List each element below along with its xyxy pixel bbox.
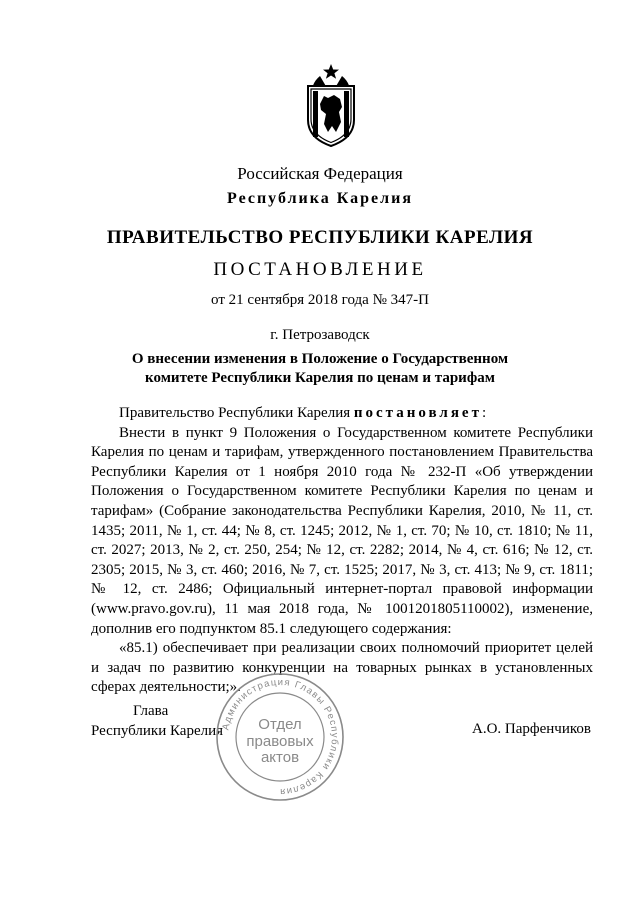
document-type: ПОСТАНОВЛЕНИЕ: [213, 259, 427, 280]
stamp-outer-text: Администрация Главы Республики Карелия: [220, 676, 341, 798]
signatory-title-line-1: Глава: [133, 703, 169, 719]
signatory-name: А.О. Парфенчиков: [472, 721, 591, 737]
city-name: г. Петрозаводск: [270, 327, 370, 343]
signatory-title-line-2: Республики Карелия: [91, 722, 224, 739]
stamp-line-1: Отдел: [258, 716, 302, 733]
government-title: ПРАВИТЕЛЬСТВО РЕСПУБЛИКИ КАРЕЛИЯ: [106, 227, 534, 248]
paragraph-2: «85.1) обеспечивает при реализации своих полномочий приоритет целей и задач по развитию конкуренции на товарных рынках в установленных сферах деятельности;».: [91, 640, 593, 696]
decree-subject: [0, 350, 640, 388]
intro-colon: :: [481, 405, 487, 421]
paragraph-1: Внести в пункт 9 Положения о Государственном комитете Республики Карелия по ценам и тарифам, утвержденного постановлением Правительства Республики Карелия от 1 ноября 2010 года № 232-П «Об утверждении Положения о Государственном комитете Республики Карелия по ценам и тарифам» (Собрание законодательства Республики Карелия, 2010, № 11, ст. 1435; 2011, № 1, ст. 44; № 8, ст. 1245; 2012, № 1, ст. 70; № 10, ст. 1810; № 11, ст. 2027; 2013, № 2, ст. 250, 254; № 12, ст. 2282; 2014, № 4, ст. 616; № 12, ст. 2305; 2015, № 3, ст. 460; 2016, № 7, ст. 1525; 2017, № 3, ст. 413; № 9, ст. 1811; № 12, ст. 2486; Официальный интернет-портал правовой информации (www.pravo.gov.ru), 11 мая 2018 года, № 1001201805110002), изменение, дополнив его подпунктом 85.1 следующего содержания:: [91, 424, 593, 637]
decree-body: [91, 404, 593, 698]
karelia-coat-of-arms-icon: [300, 62, 362, 148]
subject-line-2: комитете Республики Карелия по ценам и тарифам: [145, 370, 495, 386]
decree-date-number: от 21 сентября 2018 года № 347-П: [211, 292, 429, 308]
country-name: Российская Федерация: [237, 164, 403, 183]
stamp-line-3: актов: [260, 749, 300, 766]
republic-name: Республика Карелия: [227, 190, 413, 207]
intro-verb: постановляет: [353, 405, 482, 421]
signatory-title: [91, 702, 223, 741]
stamp-line-2: правовых: [246, 733, 314, 750]
intro-text: Правительство Республики Карелия: [119, 405, 354, 421]
official-stamp: [214, 671, 346, 803]
intro-paragraph: [91, 404, 593, 424]
subject-line-1: О внесении изменения в Положение о Государственном: [131, 351, 509, 367]
